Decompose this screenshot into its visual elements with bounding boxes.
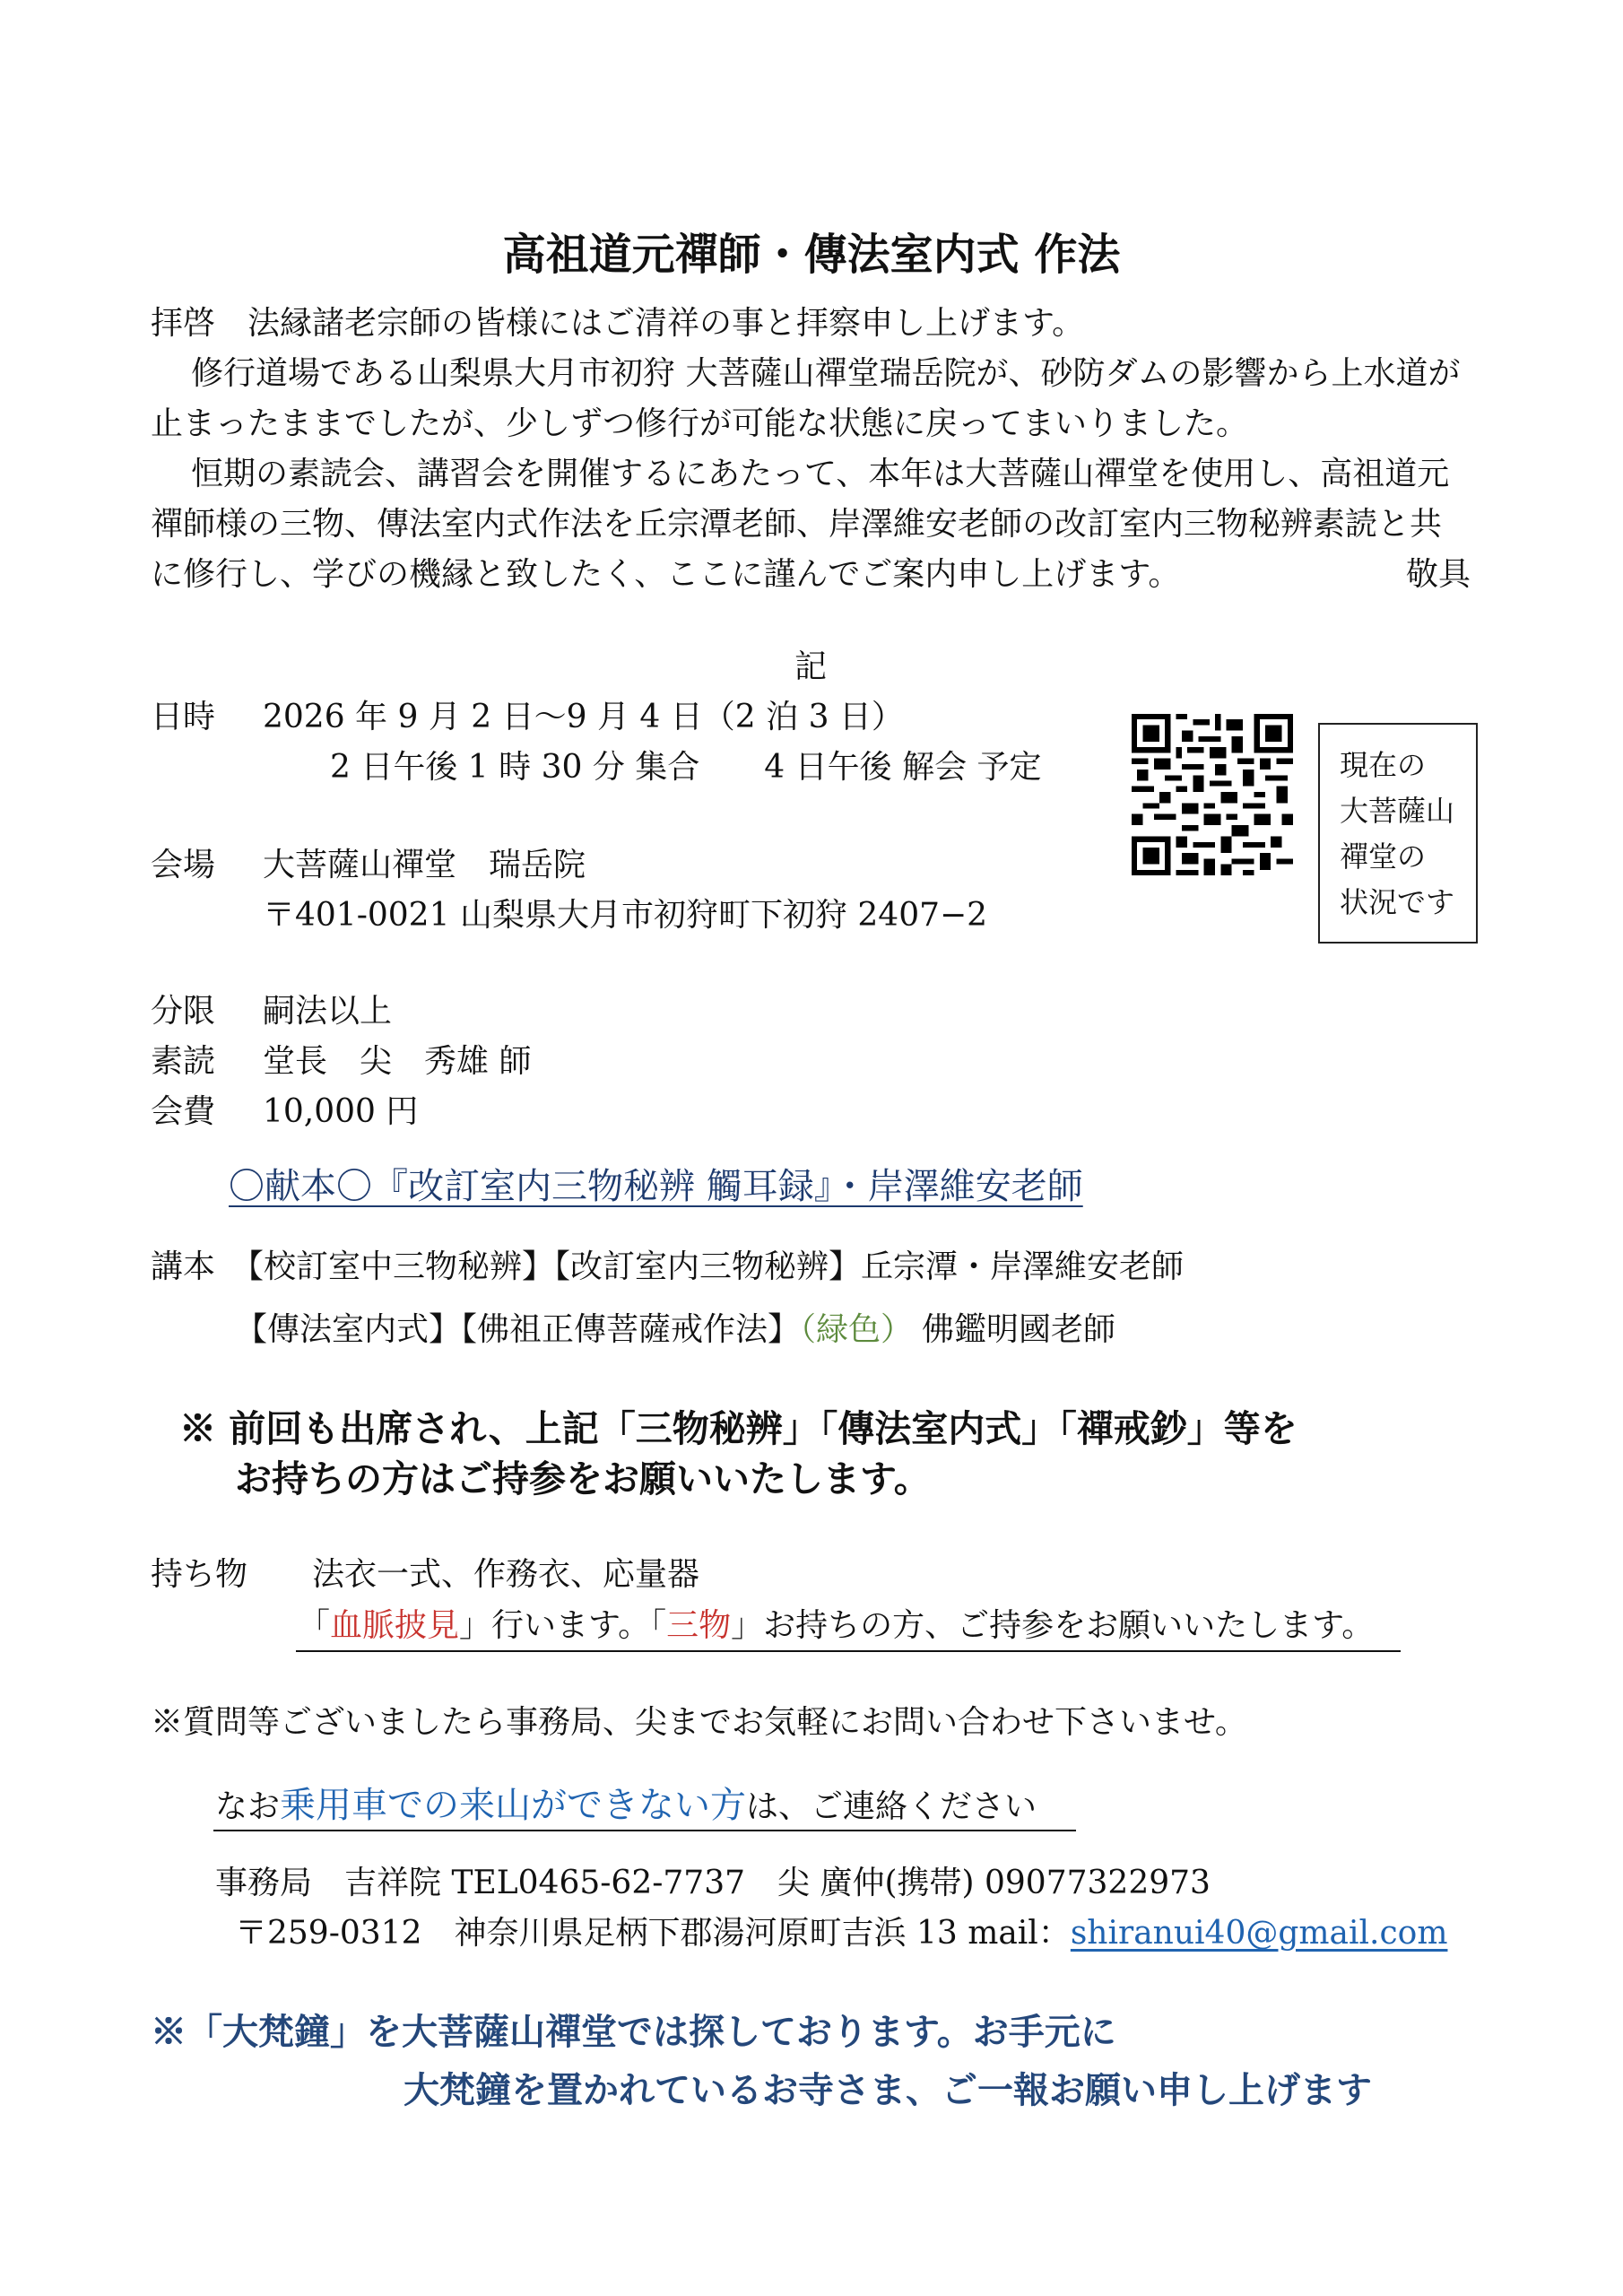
car-note-a: なお — [215, 1788, 281, 1825]
belongings-underline — [296, 1650, 1401, 1652]
offering-book: 〇献本〇『改訂室内三物秘辨 觸耳録』・岸澤維安老師 — [229, 1166, 1083, 1207]
venue-address: 〒401-0021 山梨県大月市初狩町下初狩 2407−2 — [263, 897, 988, 934]
notice-line-1: ※ 前回も出席され、上記「三物秘辨」「傳法室内式」「禪戒鈔」等を — [179, 1407, 1298, 1450]
qr-note-line: 状況です — [1340, 885, 1455, 919]
texts-line-2 — [235, 1305, 1115, 1355]
reader-row — [151, 1037, 531, 1087]
rank-row — [151, 987, 392, 1037]
office-line-1: 事務局 吉祥院 TEL0465-62-7737 尖 廣仲(携帯) 09077322973 — [215, 1865, 1211, 1901]
texts-line-2c: 佛鑑明國老師 — [922, 1311, 1116, 1348]
car-note-highlight: 乗用車での来山ができない方 — [280, 1785, 747, 1826]
car-underline — [213, 1830, 1076, 1831]
venue-value: 大菩薩山禪堂 瑞岳院 — [263, 847, 586, 883]
qr-code-icon[interactable] — [1132, 714, 1293, 875]
date-value: 2026 年 9 月 2 日〜9 月 4 日（2 泊 3 日） — [263, 699, 904, 735]
bell-line-1: ※「大梵鐘」を大菩薩山禪堂では探しております。お手元に — [151, 2011, 1116, 2053]
texts-label: 講本 — [151, 1248, 216, 1285]
intro-line-3: 止まったままでしたが、少しずつ修行が可能な状態に戻ってまいりました。 — [151, 405, 1249, 442]
green-color-note: （緑色） — [800, 1311, 914, 1348]
bell-line-2: 大梵鐘を置かれているお寺さま、ご一報お願い申し上げます — [404, 2069, 1372, 2111]
notice-line-2: お持ちの方はご持参をお願いいたします。 — [235, 1457, 931, 1500]
rank-label: 分限 — [151, 993, 216, 1030]
belongings-value: 法衣一式、作務衣、応量器 — [312, 1556, 700, 1593]
qr-note-line: 禪堂の — [1340, 839, 1427, 874]
email-link[interactable]: shiranui40@gmail.com — [1070, 1915, 1448, 1952]
car-note — [215, 1779, 1037, 1834]
office-line-2 — [235, 1909, 1447, 1959]
page-title: 高祖道元禪師・傳法室内式 作法 — [502, 230, 1121, 280]
note-mid: 」行います。「 — [459, 1607, 667, 1644]
belongings-label: 持ち物 — [151, 1556, 248, 1593]
car-note-c: は、ご連絡ください — [746, 1788, 1037, 1825]
intro-line-5: 禪師様の三物、傳法室内式作法を丘宗潭老師、岸澤維安老師の改訂室内三物秘辨素読と共 — [151, 506, 1443, 543]
fee-label: 会費 — [151, 1093, 216, 1130]
venue-label: 会場 — [151, 847, 216, 883]
belongings-note — [298, 1601, 1374, 1651]
date-row — [151, 692, 904, 743]
qr-note-line: 大菩薩山 — [1340, 794, 1455, 828]
intro-line-4: 恒期の素読会、講習会を開催するにあたって、本年は大菩薩山禪堂を使用し、高祖道元 — [191, 456, 1450, 492]
fee-value: 10,000 円 — [263, 1093, 419, 1130]
date-time: 2 日午後 1 時 30 分 集合 4 日午後 解会 予定 — [330, 749, 1042, 786]
intro-line-6: に修行し、学びの機縁と致したく、ここに謹んでご案内申し上げます。 — [151, 556, 1181, 593]
intro-line-2: 修行道場である山梨県大月市初狩 大菩薩山禪堂瑞岳院が、砂防ダムの影響から上水道が — [191, 355, 1461, 392]
venue-row — [151, 840, 586, 891]
texts-line-1: 【校訂室中三物秘辨】【改訂室内三物秘辨】丘宗潭・岸澤維安老師 — [231, 1248, 1185, 1285]
sanmotsu-note: 三物 — [666, 1607, 732, 1644]
rank-value: 嗣法以上 — [263, 993, 393, 1030]
question-note: ※質問等ございましたら事務局、尖までお気軽にお問い合わせ下さいませ。 — [151, 1704, 1247, 1741]
quote-open: 「 — [298, 1607, 331, 1644]
date-label: 日時 — [151, 699, 216, 735]
qr-note-line: 現在の — [1340, 748, 1427, 782]
qr-note-box — [1318, 723, 1478, 944]
ki-heading: 記 — [794, 648, 828, 685]
texts-row — [151, 1242, 1184, 1292]
intro-line-1: 拝啓 法縁諸老宗師の皆様にはご清祥の事と拝察申し上げます。 — [151, 305, 1085, 342]
office-address: 〒259-0312 神奈川県足柄下郡湯河原町吉浜 13 mail： — [235, 1915, 1071, 1952]
belongings-row — [151, 1550, 699, 1600]
closing-keigu: 敬具 — [1406, 556, 1471, 593]
reader-value: 堂長 尖 秀雄 師 — [263, 1043, 532, 1080]
reader-label: 素読 — [151, 1043, 216, 1080]
texts-line-2a: 【傳法室内式】【佛祖正傳菩薩戒作法】 — [235, 1311, 801, 1348]
fee-row — [151, 1087, 418, 1137]
note-end: 」お持ちの方、ご持参をお願いいたします。 — [731, 1607, 1375, 1644]
kechimyaku-note: 血脈披見 — [330, 1607, 460, 1644]
